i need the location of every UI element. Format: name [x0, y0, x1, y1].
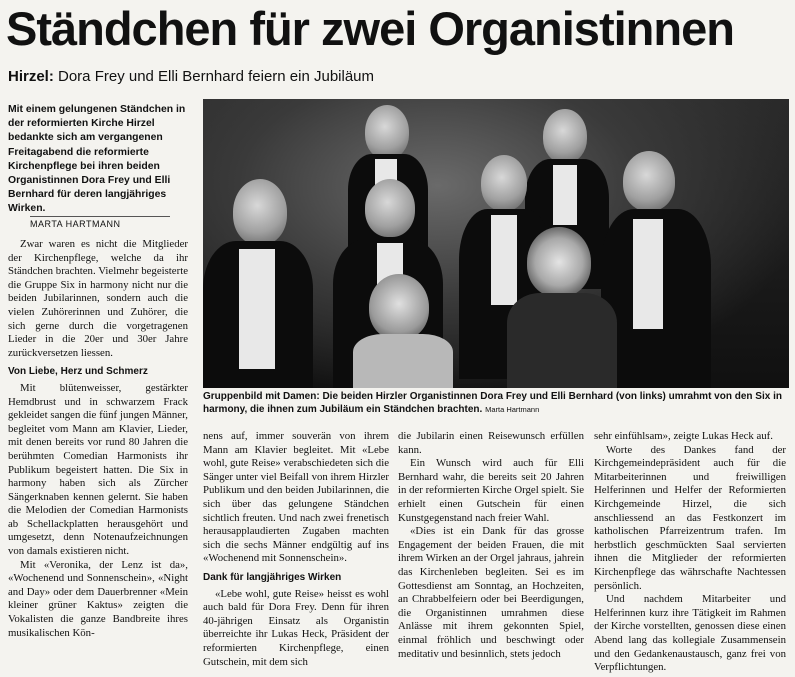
- subhead-text: Dora Frey und Elli Bernhard feiern ein Jubiläum: [53, 68, 374, 85]
- subheading: Von Liebe, Herz und Schmerz: [8, 366, 148, 378]
- article-column-2: [203, 430, 389, 669]
- paragraph: Und nachdem Mitarbeiter und Helferinnen kurz ihre Tätigkeit im Rahmen der Kirche vorstellten, genossen diese einen Abend lang das kollegiale Zusammensein und den Gedankenaustausch, ganz frei von Verpflichtungen.: [594, 593, 786, 674]
- photo-caption: [203, 391, 789, 416]
- paragraph: sehr einfühlsam», zeigte Lukas Heck auf.: [594, 430, 773, 442]
- paragraph: Mit blütenweisser, gestärkter Hemdbrust und in schwarzem Frack gekleidet sangen die fünf jungen Männer, begleitet vom Mann am Klavier, Lieder, mit denen bereits vor rund 80 Jahren die berühmten Comedian Harmonists ihr Publikum begeistert hatten. Die Six in harmony haben sich als Zürcher Sängerknaben kennen gelernt. Sie haben die Melodien der Comedian Harmonists ab Schellackplatten herausgehört und umgesetzt, denn Notenaufzeichnungen von damals existieren nicht.: [8, 381, 188, 558]
- article-column-4: [594, 430, 786, 675]
- paragraph: Worte des Dankes fand der Kirchgemeindepräsident auch für die Mitarbeiterinnen und freiwilligen Helferinnen und Helfer der Reformierten Kirchgemeinde Hirzel, die sich anschliessend an das Festkonzert im katholischen Pfarreizentrum trafen. Im herbstlich geschmückten Saal servierten ihnen die Mitglieder der reformierten Kirchenpflege das währschafte Nachtessen persönlich.: [594, 443, 786, 592]
- paragraph: Ein Wunsch wird auch für Elli Bernhard wahr, die bereits seit 20 Jahren in der reformierten Kirche Orgel spielt. Sie erhielt einen Gutschein für einen Kunstgegenstand nach freier Wahl.: [398, 457, 584, 524]
- article-headline: Ständchen für zwei Organistinnen: [6, 2, 734, 55]
- paragraph: «Dies ist ein Dank für das grosse Engagement der beiden Frauen, die mit ihrem Wirken an der Orgel jahraus, jahrein das Kirchenleben begleiten. Sei es im Gottesdienst am Sonntag, an Hochzeiten, an Chrabbelfeiern oder bei Beerdigungen, die Organistinnen umrahmen diese Anlässe mit ihrem gekonnten Spiel, einmal fröhlich und beschwingt oder meditativ und besinnlich, stets jedoch: [398, 525, 584, 660]
- paragraph: «Lebe wohl, gute Reise» heisst es wohl auch bald für Dora Frey. Denn für ihren 40-jährigen Einsatz als Organistin überreichte ihr Lukas Heck, Präsident der reformierten Kirchenpflege, einen Gutschein, mit dem sich: [203, 587, 389, 668]
- article-subhead: [8, 68, 374, 85]
- paragraph: nens auf, immer souverän von ihrem Mann am Klavier begleitet. Mit «Lebe wohl, gute Reise» verabschiedeten sich die Sänger unter viel Beifall von ihrem Hirzler Publikum und den beiden Jubilarinnen, die sich über das gelungene Ständchen sichtlich freuten. Und nach zwei frenetisch herausapplaudierten Zugaben machten sich die sechs Männer endgültig auf ins «Wochenend mit Sonnenschein».: [203, 430, 389, 565]
- subheading: Dank für langjähriges Wirken: [203, 571, 342, 583]
- paragraph: die Jubilarin einen Reisewunsch erfüllen kann.: [398, 430, 584, 456]
- article-lead: Mit einem gelungenen Ständchen in der reformierten Kirche Hirzel bedankte sich am vergangenen Freitagabend die reformierte Kirchenpflege bei ihren beiden Organistinnen Dora Frey und Elli Bernhard für deren langjähriges Wirken.: [8, 104, 186, 215]
- article-column-1: [8, 238, 188, 640]
- caption-text: Gruppenbild mit Damen: Die beiden Hirzler Organistinnen Dora Frey und Elli Bernhard (von links) umrahmt von den Six in harmony, die ihnen zum Jubiläum ein Ständchen brachten.: [203, 391, 782, 415]
- article-column-3: [398, 430, 584, 661]
- caption-credit: Marta Hartmann: [485, 404, 540, 414]
- paragraph: Mit «Veronika, der Lenz ist da», «Wochenend und Sonnenschein», «Night and Day» oder dem Dauerbrenner «Mein kleiner grüner Kaktus» zeigten die Vokalisten die ganze Bandbreite ihres musikalischen Kön-: [8, 558, 188, 639]
- author-byline: MARTA HARTMANN: [30, 216, 170, 229]
- group-photo: [203, 99, 789, 388]
- paragraph: Zwar waren es nicht die Mitglieder der Kirchenpflege, welche da ihr Ständchen brachten. Vielmehr begeisterte die Gruppe Six in harmony nicht nur die beiden Jubilarinnen, sondern auch die vielen Zuhörerinnen und Zuhörer, die sich gerne durch die vorgetragenen Lieder in die 20er und 30er Jahre zurückversetzen liessen.: [8, 238, 188, 359]
- subhead-place: Hirzel:: [8, 68, 54, 85]
